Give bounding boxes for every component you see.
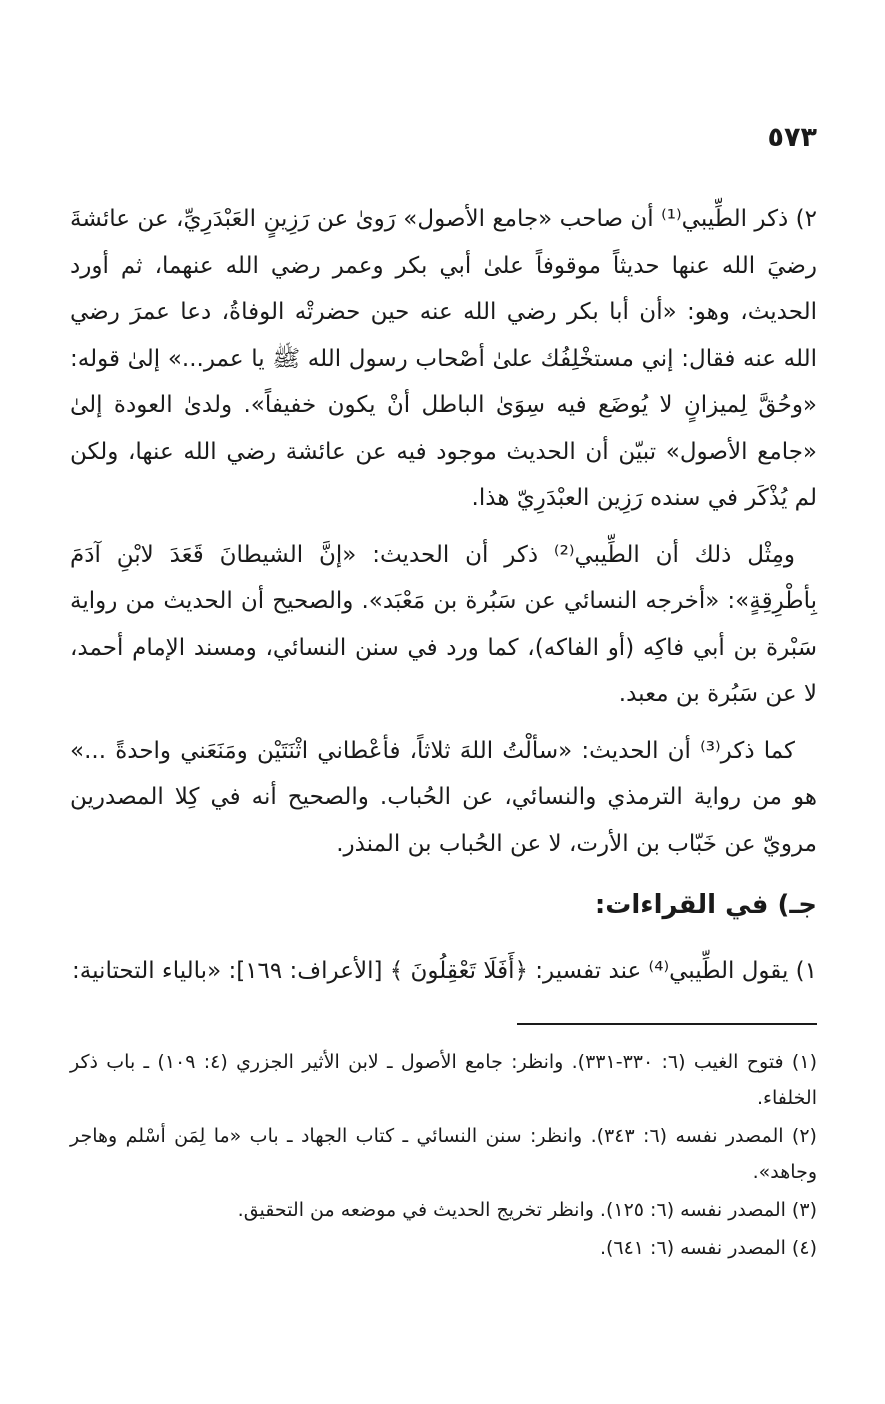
- page-number: ٥٧٣: [767, 122, 817, 153]
- footnote-2: (٢) المصدر نفسه (٦: ٣٤٣). وانظر: سنن النسائي ـ كتاب الجهاد ـ باب «ما لِمَن أسْلم وهاجر وجاهد».: [70, 1125, 817, 1183]
- paragraph-3: كما ذكر⁽³⁾ أن الحديث: «سألْتُ اللهَ ثلاثاً، فأعْطاني اثْنَتَيْن ومَنَعَني واحدةً ...» هو من رواية الترمذي والنسائي، عن الحُباب. والصحيح أنه في كِلا المصدرين مرويّ عن خَبّاب بن الأرت، لا عن الحُباب بن المنذر.: [70, 737, 817, 857]
- footnotes: [70, 1044, 817, 1268]
- paragraph-4: ١) يقول الطِّيبي⁽⁴⁾ عند تفسير: ﴿أَفَلَا تَعْقِلُونَ ﴾ [الأعراف: ١٦٩]: «بالياء التحتانية:: [72, 958, 817, 984]
- footnote-3: (٣) المصدر نفسه (٦: ١٢٥). وانظر تخريج الحديث في موضعه من التحقيق.: [237, 1199, 817, 1221]
- main-text: [70, 196, 817, 877]
- footnote-1: (١) فتوح الغيب (٦: ٣٣٠-٣٣١). وانظر: جامع الأصول ـ لابن الأثير الجزري (٤: ١٠٩) ـ باب ذكر الخلفاء.: [70, 1051, 817, 1109]
- footnote-separator: [517, 1023, 817, 1025]
- footnote-4: (٤) المصدر نفسه (٦: ٦٤١).: [599, 1237, 817, 1259]
- book-page: [70, 0, 817, 1404]
- paragraph-2: ومِثْل ذلك أن الطِّيبي⁽²⁾ ذكر أن الحديث: «إنَّ الشيطانَ قَعَدَ لابْنِ آدَمَ بِأطْرِقِةٍ»: «أخرجه النسائي عن سَبُرة بن مَعْبَد». والصحيح أن الحديث من رواية سَبْرة بن أبي فاكِه (أو الفاكه)، كما ورد في سنن النسائي، ومسند الإمام أحمد، لا عن سَبُرة بن معبد.: [70, 541, 817, 707]
- paragraph-1: ٢) ذكر الطِّيبي⁽¹⁾ أن صاحب «جامع الأصول» رَوىٰ عن رَزِينٍ العَبْدَرِيِّ، عن عائشةَ رضيَ الله عنها حديثاً موقوفاً علىٰ أبي بكر وعمر رضي الله عنهما، ثم أورد الحديث، وهو: «أن أبا بكر رضي الله عنه حين حضرتْه الوفاةُ، دعا عمرَ رضي الله عنه فقال: إني مستخْلِفُك علىٰ أصْحاب رسول الله ﷺ يا عمر...» إلىٰ قوله: «وحُقَّ لِميزانٍ لا يُوضَع فيه سِوَىٰ الباطل أنْ يكون خفيفاً». ولدىٰ العودة إلىٰ «جامع الأصول» تبيّن أن الحديث موجود فيه عن عائشة رضي الله عنها، ولكن لم يُذْكَر في سنده رَزِين العبْدَرِيّ هذا.: [70, 206, 818, 511]
- section-heading: جـ) في القراءات:: [594, 890, 817, 920]
